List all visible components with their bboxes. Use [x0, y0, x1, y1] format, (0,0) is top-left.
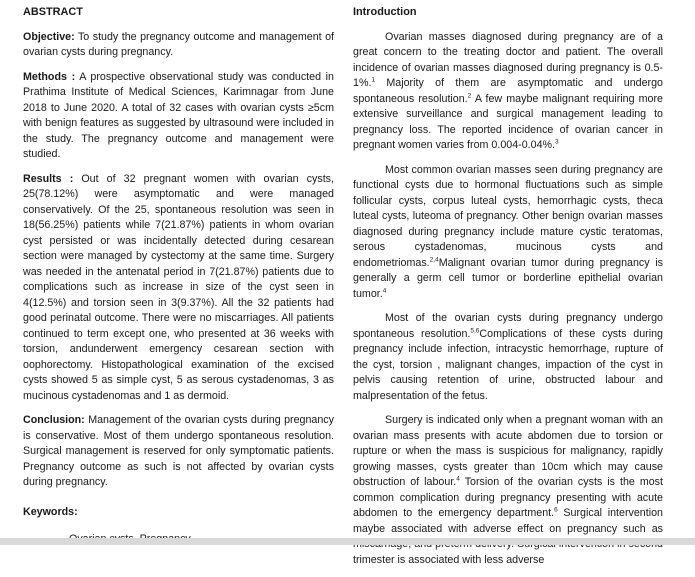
intro-p1-text-c: A few maybe malignant requiring more extensive surveillance and surgical management leading to pregnancy loss. The reported incidence of ovarian cancer in pregnant women varies from 0.004-0.04%.: [353, 92, 663, 151]
keywords-label: Keywords:: [23, 505, 78, 518]
citation-ref: 3: [554, 138, 559, 146]
abstract-column: [23, 0, 334, 548]
intro-p4-text-a: Surgery is indicated only when a pregnant woman with an ovarian mass presents with acute abdomen due to torsion or rupture or when the mass is suspicious for malignancy, rapidly growing masses, cysts greater than 10cm which may cause obstruction of labour.: [353, 414, 663, 488]
intro-p3-text-b: Complications of these cysts during pregnancy include infection, intracystic hemorrhage, rupture of the cyst, torsion , malignant changes, impaction of the cyst in pelvis causing retention of urine, obstructed labour and malpresentation of the fetus.: [353, 327, 663, 402]
intro-paragraph-2: [353, 163, 663, 303]
citation-ref: 1: [371, 76, 376, 84]
conclusion-text: Management of the ovarian cysts during pregnancy is conservative. Most of them undergo spontaneous resolution. Surgical management is reserved for only symptomatic patients. Pregnancy outcome as such is not affected by ovarian cysts during pregnancy.: [23, 414, 334, 488]
results-text: Out of 32 pregnant women with ovarian cysts, 25(78.12%) were asymptomatic and were managed conservatively. Of the 25, spontaneous resolution was seen in 18(56.25%) patients while 7(21.87%) patients in whom ovarian cyst persisted or was incidentally detected during cesarean section were managed by cystectomy at the same time. Surgery was needed in the antenatal period in 7(21.87%) patients due to complications such as increase in size of the cyst seen in 4(12.5%) and torsion seen in 3(9.37%). All the 32 patients had good perinatal outcome. There were no miscarriages. All patients continued to term except one, who presented at 36 weeks with torsion, andunderwent emergency cesarean section with oophorectomy. Histopathological examination of the excised cysts showed 5 as simple cyst, 5 as serous cystadenomas, 3 as mucinous cystadenomas and 1 as dermoid.: [23, 172, 334, 402]
intro-p3-text-a: Most of the ovarian cysts during pregnancy undergo spontaneous resolution.: [353, 312, 663, 340]
citation-ref: 5,6: [470, 326, 480, 334]
introduction-column: [353, 0, 663, 577]
intro-p4-text-b: Torsion of the ovarian cysts is the most common complication during pregnancy presenting with acute abdomen to the emergency department.: [353, 476, 663, 519]
abstract-heading: ABSTRACT: [23, 6, 83, 18]
intro-p1-text-a: Ovarian masses diagnosed during pregnancy are of a great concern to the treating doctor and patient. The overall incidence of ovarian masses diagnosed during pregnancy is 0.5-1%.: [353, 30, 663, 89]
intro-p4-text-c: Surgical intervention maybe associated with adverse effect on pregnancy such as trimester is associated with less adverse: [353, 507, 663, 566]
intro-paragraph-1: [353, 30, 663, 154]
intro-p1-text-b: Majority of them are asymptomatic and undergo spontaneous resolution.: [353, 77, 663, 105]
objective-label: Objective:: [23, 30, 75, 43]
citation-ref: 4: [456, 475, 460, 483]
introduction-heading: Introduction: [353, 6, 417, 18]
citation-ref: 2: [467, 91, 472, 99]
methods-label: Methods :: [23, 70, 76, 83]
conclusion-label: Conclusion:: [23, 414, 85, 426]
objective-paragraph: [23, 30, 334, 61]
citation-ref: 2,4: [429, 255, 439, 263]
methods-paragraph: [23, 70, 334, 163]
intro-p2-text-a: Most common ovarian masses seen during pregnancy are functional cysts due to hormonal fluctuations such as simple follicular cysts, corpus luteal cysts, hemorrhagic cysts, theca luteal cysts, luteoma of pregnancy. Other benign ovarian masses diagnosed during pregnancy include mature cystic teratomas, serous cystadenomas, mucinous cysts and endometriomas.: [353, 163, 663, 269]
intro-paragraph-3: [353, 311, 663, 404]
results-paragraph: [23, 172, 334, 405]
objective-text: To study the pregnancy outcome and management of ovarian cysts during pregnancy.: [23, 30, 334, 58]
conclusion-paragraph: [23, 413, 334, 491]
citation-ref: 4: [382, 286, 387, 294]
citation-ref: 6: [554, 506, 558, 514]
intro-p2-text-b: Malignant ovarian tumor during pregnancy is generally a germ cell tumor or borderline epithelial ovarian tumor.: [353, 256, 663, 300]
results-label: Results :: [23, 172, 74, 185]
page-bottom-bar: [0, 538, 695, 545]
methods-text: A prospective observational study was conducted in Prathima Institute of Medical Sciences, Karimnagar from June 2018 to June 2020. A total of 32 cases with ovarian cysts ≥5cm with benign features as suggested by ultrasound were included in the study. The pregnancy outcome and management were studied.: [23, 70, 334, 160]
